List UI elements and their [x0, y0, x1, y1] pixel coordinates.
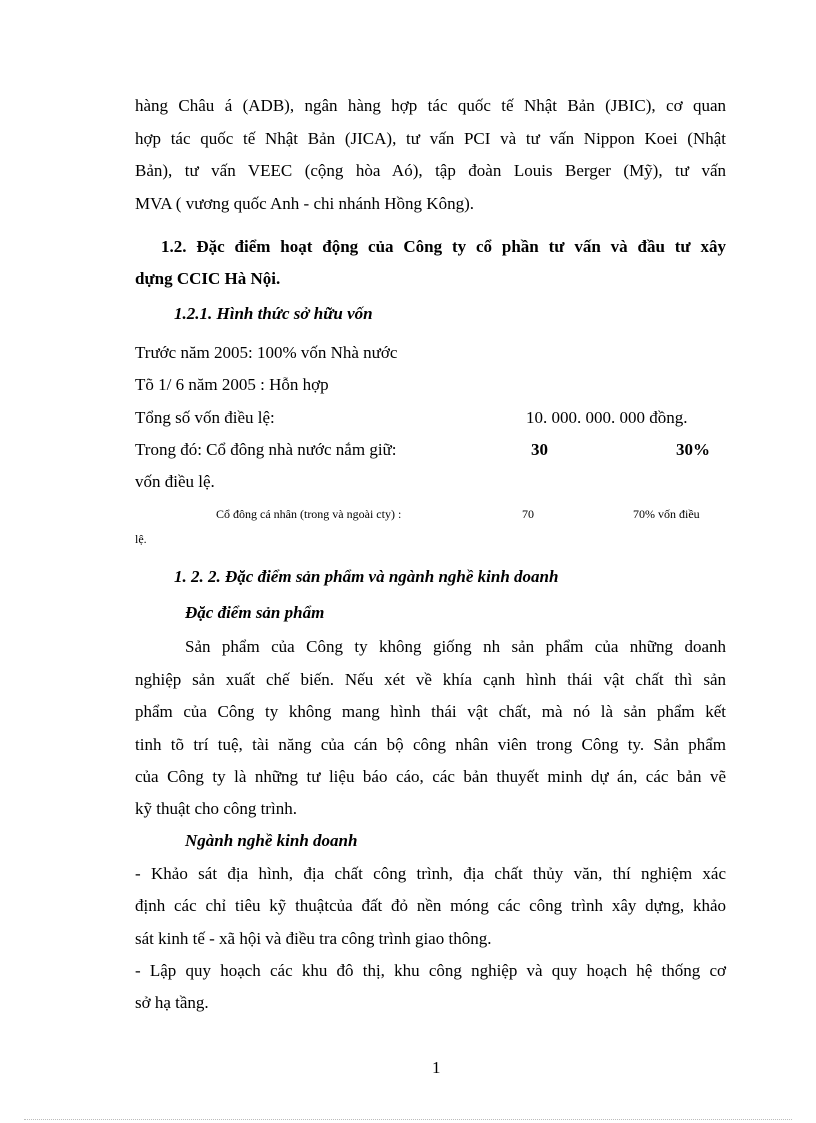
ownership-before-2005: Trước năm 2005: 100% vốn Nhà nước: [135, 343, 398, 362]
product-text-line: của Công ty là những tư liệu báo cáo, các bản thuyết minh dự án, các bản vẽ: [135, 767, 726, 786]
page-number: 1: [432, 1058, 441, 1077]
business-text-line: - Khảo sát địa hình, địa chất công trình, địa chất thủy văn, thí nghiệm xác: [135, 864, 726, 883]
business-text-line: sát kinh tế - xã hội và điều tra công trình giao thông.: [135, 929, 492, 948]
product-text-line: nghiệp sản xuất chế biến. Nếu xét về khía cạnh hình thái vật chất thì sản: [135, 670, 726, 689]
subsection-heading: 1.2.1. Hình thức sở hữu vốn: [174, 304, 373, 323]
product-text-line: tinh tõ trí tuệ, tài năng của cán bộ công nhân viên trong Công ty. Sản phẩm: [135, 735, 726, 754]
section-heading: 1.2. Đặc điểm hoạt động của Công ty cổ phần tư vấn và đầu tư xây: [161, 237, 726, 256]
individual-shareholder-label: Cổ đông cá nhân (trong và ngoài cty) :: [216, 507, 402, 521]
business-heading: Ngành nghề kinh doanh: [185, 831, 358, 850]
body-text-line: hàng Châu á (ADB), ngân hàng hợp tác quốc tế Nhật Bản (JBIC), cơ quan: [135, 96, 726, 115]
business-text-line: định các chỉ tiêu kỹ thuậtcủa đất đỏ nền móng các công trình xây dựng, khảo: [135, 896, 726, 915]
individual-shareholder-tail: lệ.: [135, 532, 147, 546]
individual-shareholder-percent: 70% vốn điều: [633, 507, 700, 521]
state-shareholder-tail: vốn điều lệ.: [135, 472, 215, 491]
body-text-line: MVA ( vương quốc Anh - chi nhánh Hồng Kông).: [135, 194, 474, 213]
state-shareholder-value: 30: [531, 440, 548, 459]
product-heading: Đặc điểm sản phẩm: [185, 603, 325, 622]
body-text-line: hợp tác quốc tế Nhật Bản (JICA), tư vấn PCI và tư vấn Nippon Koei (Nhật: [135, 129, 726, 148]
product-text-line: Sản phẩm của Công ty không giống nh sản phẩm của những doanh: [185, 637, 726, 656]
section-heading-continued: dựng CCIC Hà Nội.: [135, 269, 281, 288]
state-shareholder-percent: 30%: [676, 440, 710, 459]
subsection-heading: 1. 2. 2. Đặc điểm sản phẩm và ngành nghề kinh doanh: [174, 567, 559, 586]
ownership-from-2005: Tõ 1/ 6 năm 2005 : Hỗn hợp: [135, 375, 329, 394]
product-text-line: kỹ thuật cho công trình.: [135, 799, 297, 818]
individual-shareholder-value: 70: [522, 507, 534, 521]
charter-capital-label: Tổng số vốn điều lệ:: [135, 408, 275, 427]
page-bottom-divider: [24, 1119, 792, 1120]
business-text-line: - Lập quy hoạch các khu đô thị, khu công nghiệp và quy hoạch hệ thống cơ: [135, 961, 726, 980]
product-text-line: phẩm của Công ty không mang hình thái vật chất, mà nó là sản phẩm kết: [135, 702, 726, 721]
charter-capital-value: 10. 000. 000. 000 đồng.: [526, 408, 688, 427]
body-text-line: Bản), tư vấn VEEC (cộng hòa Aó), tập đoàn Louis Berger (Mỹ), tư vấn: [135, 161, 726, 180]
state-shareholder-label: Trong đó: Cổ đông nhà nước nắm giữ:: [135, 440, 397, 459]
business-text-line: sở hạ tầng.: [135, 993, 209, 1012]
